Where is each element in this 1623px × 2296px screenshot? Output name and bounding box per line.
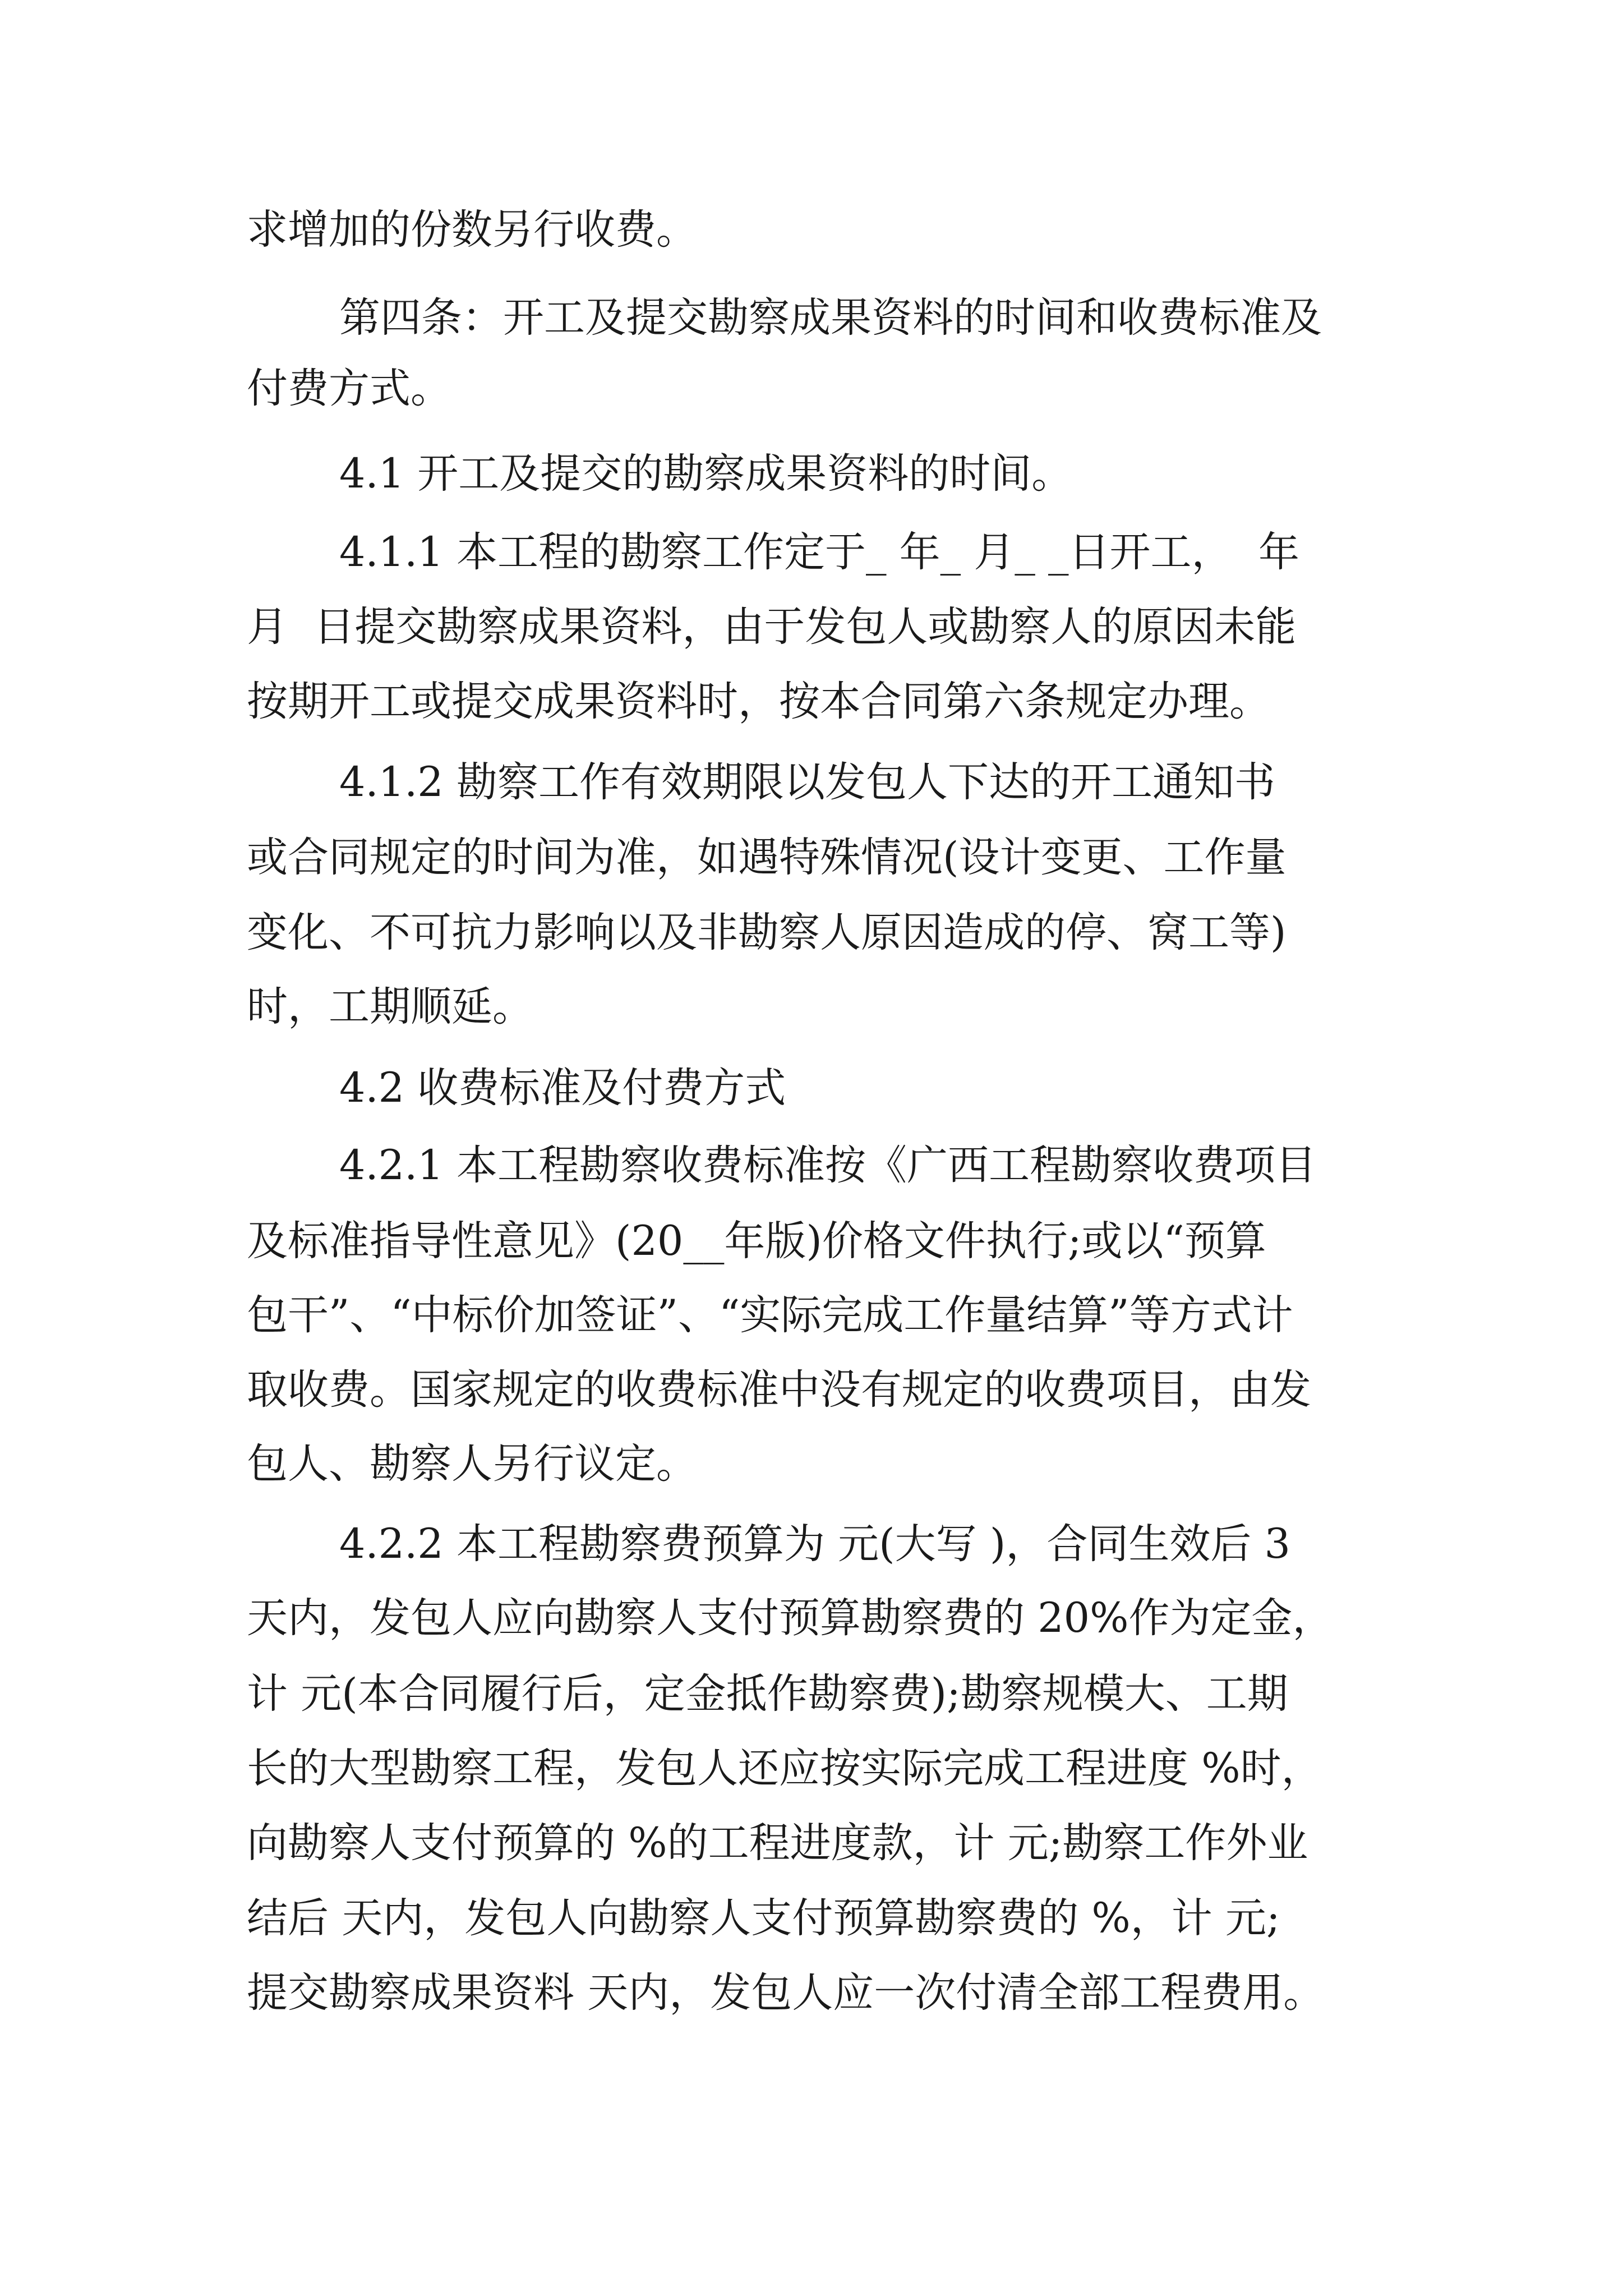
text-line: 按期开工或提交成果资料时，按本合同第六条规定办理。: [247, 678, 1270, 725]
text-line: 或合同规定的时间为准，如遇特殊情况(设计变更、工作量: [247, 834, 1287, 881]
text-line: 求增加的份数另行收费。: [247, 206, 697, 254]
text-line: 包人、勘察人另行议定。: [247, 1440, 697, 1488]
text-line: 天内，发包人应向勘察人支付预算勘察费的 20%作为定金，: [247, 1594, 1334, 1642]
text-line: 变化、不可抗力影响以及非勘察人原因造成的停、窝工等): [247, 909, 1287, 956]
text-line: 向勘察人支付预算的 %的工程进度款，计 元;勘察工作外业: [247, 1819, 1308, 1867]
text-line: 4.1.2 勘察工作有效期限以发包人下达的开工通知书: [339, 758, 1275, 806]
text-line: 结后 天内，发包人向勘察人支付预算勘察费的 %，计 元;: [247, 1894, 1280, 1942]
text-line: 提交勘察成果资料 天内，发包人应一次付清全部工程费用。: [247, 1969, 1325, 2017]
text-line: 包干”、“中标价加签证”、“实际完成工作量结算”等方式计: [247, 1291, 1293, 1339]
text-line: 取收费。国家规定的收费标准中没有规定的收费项目，由发: [247, 1366, 1311, 1414]
text-line: 时，工期顺延。: [247, 983, 533, 1030]
section-heading: 4.2 收费标准及付费方式: [339, 1064, 786, 1112]
text-line: 付费方式。: [247, 365, 451, 412]
text-line: 计 元(本合同履行后，定金抵作勘察费);勘察规模大、工期: [247, 1670, 1288, 1718]
text-line: 4.2.1 本工程勘察收费标准按《广西工程勘察收费项目: [339, 1142, 1316, 1189]
text-line: 月 日提交勘察成果资料，由于发包人或勘察人的原因未能: [247, 603, 1297, 651]
section-heading: 4.1 开工及提交的勘察成果资料的时间。: [339, 450, 1073, 498]
article-heading: 第四条：开工及提交勘察成果资料的时间和收费标准及: [339, 294, 1322, 342]
text-line: 长的大型勘察工程，发包人还应按实际完成工程进度 %时，: [247, 1745, 1322, 1792]
text-line: 4.1.1 本工程的勘察工作定于_ 年_ 月_ _日开工， 年: [339, 528, 1299, 576]
text-line: 及标准指导性意见》(20__年版)价格文件执行;或以“预算: [247, 1217, 1266, 1265]
text-line: 4.2.2 本工程勘察费预算为 元(大写 )，合同生效后 3: [339, 1520, 1290, 1568]
